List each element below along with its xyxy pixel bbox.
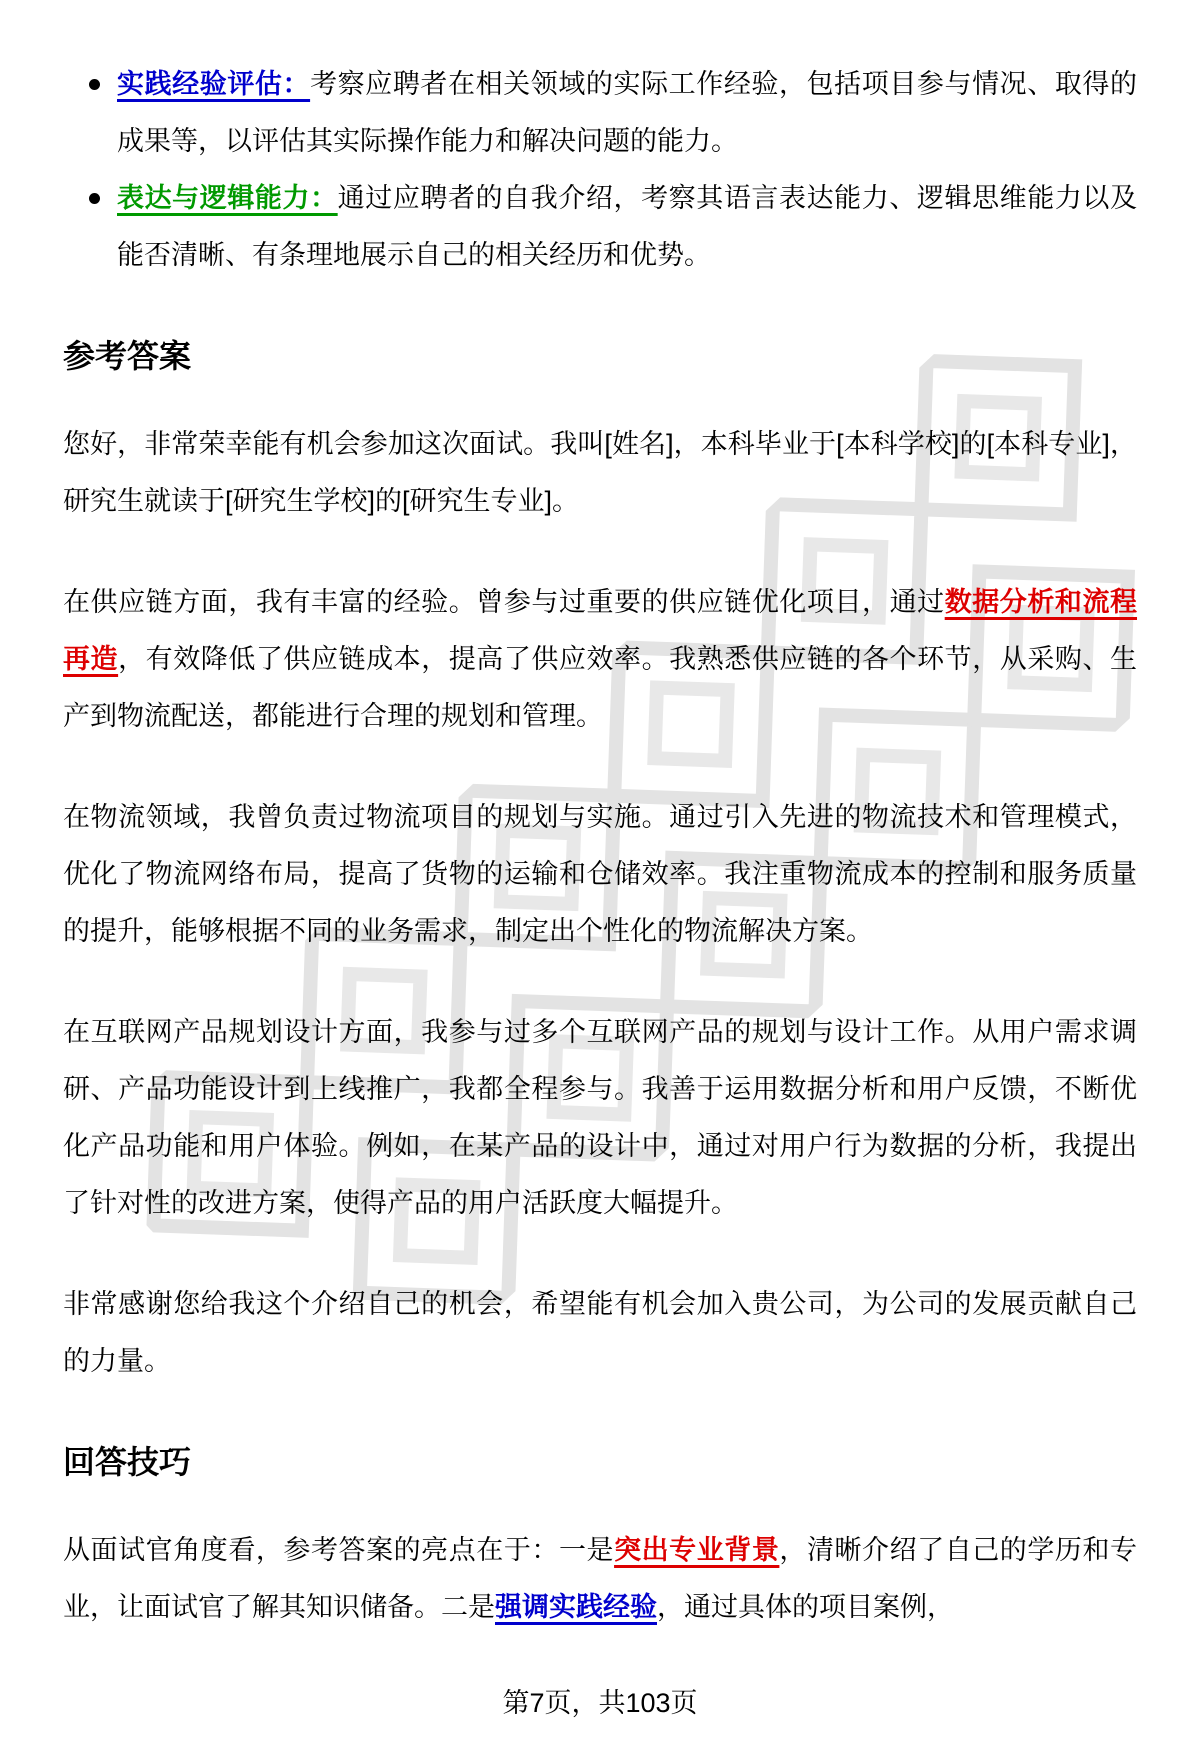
text-segment: ，清晰介绍了自己的学历和专业，让面试官了解其知识储备。二是 — [63, 1535, 1138, 1622]
highlighted-phrase: 突出专业背景 — [614, 1535, 780, 1565]
highlighted-phrase: 强调实践经验 — [495, 1592, 657, 1622]
highlighted-phrase: 表达与逻辑能力： — [117, 183, 338, 213]
highlighted-phrase: 数据分析和流程再造 — [63, 587, 1138, 674]
bullet-text — [117, 183, 1137, 270]
paragraph-thanks — [63, 1276, 1137, 1390]
page-footer — [0, 1686, 1200, 1720]
assessment-bullet-list — [63, 56, 1137, 284]
bullet-text — [117, 69, 1137, 156]
paragraph-supply-chain — [63, 574, 1137, 745]
paragraph-internet-product — [63, 1004, 1137, 1232]
text-segment: ，通过具体的项目案例， — [657, 1592, 954, 1622]
paragraph-intro — [63, 416, 1137, 530]
text-segment: 从面试官角度看，参考答案的亮点在于：一是 — [63, 1535, 615, 1565]
text-segment: 非常感谢您给我这个介绍自己的机会，希望能有机会加入贵公司，为公司的发展贡献自己的力量。 — [63, 1289, 1137, 1376]
bullet-dot-icon — [89, 79, 100, 90]
section-heading-answer-tips: 回答技巧 — [63, 1444, 192, 1480]
page-indicator: 第7页，共103页 — [502, 1688, 698, 1718]
highlighted-phrase: 实践经验评估： — [117, 69, 311, 99]
bullet-item-practical-experience — [87, 56, 1137, 170]
paragraph-logistics — [63, 789, 1137, 960]
bullet-dot-icon — [89, 193, 100, 204]
text-segment: 在互联网产品规划设计方面，我参与过多个互联网产品的规划与设计工作。从用户需求调研、产品功能设计到上线推广，我都全程参与。我善于运用数据分析和用户反馈，不断优化产品功能和用户体验。例如，在某产品的设计中，通过对用户行为数据的分析，我提出了针对性的改进方案，使得产品的用户活跃度大幅提升。 — [63, 1017, 1137, 1218]
text-segment: 在物流领域，我曾负责过物流项目的规划与实施。通过引入先进的物流技术和管理模式，优化了物流网络布局，提高了货物的运输和仓储效率。我注重物流成本的控制和服务质量的提升，能够根据不同的业务需求，制定出个性化的物流解决方案。 — [63, 802, 1137, 946]
text-segment: 您好，非常荣幸能有机会参加这次面试。我叫[姓名]，本科毕业于[本科学校]的[本科专业]，研究生就读于[研究生学校]的[研究生专业]。 — [63, 429, 1137, 516]
text-segment: 考察应聘者在相关领域的实际工作经验，包括项目参与情况、取得的成果等，以评估其实际操作能力和解决问题的能力。 — [117, 69, 1138, 156]
paragraph-interviewer-view — [63, 1522, 1137, 1636]
text-segment: 通过应聘者的自我介绍，考察其语言表达能力、逻辑思维能力以及能否清晰、有条理地展示自己的相关经历和优势。 — [117, 183, 1138, 270]
text-segment: ，有效降低了供应链成本，提高了供应效率。我熟悉供应链的各个环节，从采购、生产到物流配送，都能进行合理的规划和管理。 — [63, 644, 1138, 731]
section-heading-reference-answer: 参考答案 — [63, 338, 192, 374]
text-segment: 在供应链方面，我有丰富的经验。曾参与过重要的供应链优化项目，通过 — [63, 587, 945, 617]
bullet-item-expression-logic — [87, 170, 1137, 284]
